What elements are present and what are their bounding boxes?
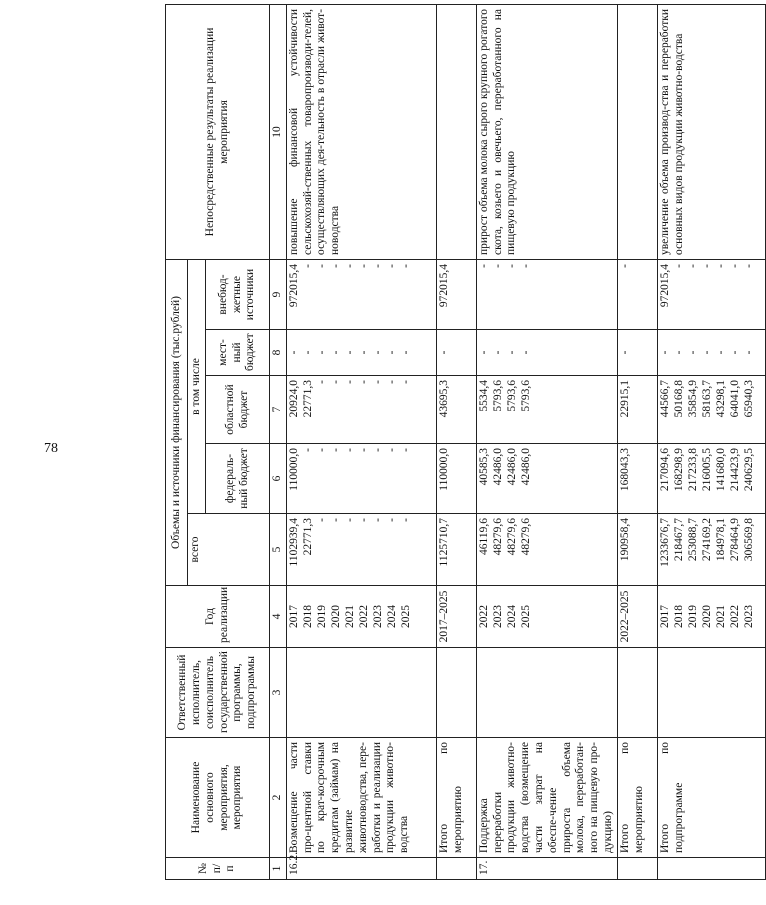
col-number: 2 [270,738,287,858]
header-responsible: Ответственный исполнитель, соисполнитель государственной программы, подпрограммы [166,648,270,738]
year-cell-value: 2020 [700,605,713,628]
local-cell-value: - [287,350,300,355]
regional-cell-value: 44566,7 [658,380,671,418]
header-local: мест-ный бюджет [206,330,270,376]
header-results: Непосредственные результаты реализации мероприятия [166,4,270,259]
total-cell-value: 190958,4 [618,518,631,562]
result-cell: увеличение объема производ-ства и переработки основных видов продукции животно-водства [657,4,765,259]
federal-cell [617,444,657,514]
extra-cell-value: - [371,263,384,268]
responsible-executor [657,648,765,738]
total-cell-value: 1233676,7 [658,518,671,567]
local-cell-value: - [477,350,490,355]
local-cell-value: - [728,350,741,355]
regional-cell-value: - [315,380,328,384]
year-cell-value: 2017–2025 [437,590,450,643]
extra-cell-value: - [477,263,490,268]
total-cell-value: - [343,518,356,522]
total-cell-value: - [315,518,328,522]
col-number: 1 [270,858,287,880]
regional-cell-value: - [357,380,370,384]
row-number: 17. [476,858,617,880]
extra-cell-value: - [742,263,755,268]
year-cell-value: 2019 [315,605,328,628]
regional-cell-value: 50168,8 [672,380,685,418]
header-in-total: в том числе [188,259,206,513]
federal-cell-value: 40585,3 [477,448,490,486]
total-cell-value: 48279,6 [519,518,532,556]
row-number [657,858,765,880]
table-row [657,4,765,879]
local-cell [617,330,657,376]
federal-cell-value: 168043,3 [618,448,631,492]
regional-cell [436,376,476,444]
local-cell-value: - [399,350,412,355]
page-number: 78 [44,441,58,456]
local-cell [286,330,436,376]
local-cell-value: - [437,350,450,355]
col-number: 4 [270,586,287,648]
col-number: 6 [270,444,287,514]
year-cell [436,586,476,648]
regional-cell-value: 20924,0 [287,380,300,418]
year-cell-value: 2024 [505,605,518,628]
regional-cell-value: - [329,380,342,384]
col-number: 3 [270,648,287,738]
table-row [476,4,617,879]
year-cell-value: 2018 [672,605,685,628]
extra-cell-value: - [618,263,631,268]
regional-cell [657,376,765,444]
header-extra: внебюд-жетные источники [206,259,270,329]
regional-cell-value: - [385,380,398,384]
col-number: 8 [270,330,287,376]
federal-cell-value: 110000,0 [437,448,450,491]
result-cell: повышение финансовой устойчивости сельскохозяй-ственных товаропроизводи-телей, осуществляющих дея-тельность в отрасли живот-новодства [286,4,436,259]
federal-cell [286,444,436,514]
total-cell-value: 278464,9 [728,518,741,562]
year-cell-value: 2023 [491,605,504,628]
local-cell-value: - [301,350,314,355]
total-cell-value: - [385,518,398,522]
total-cell-value: - [399,518,412,522]
table-row [286,4,436,879]
total-cell-value: 1102939,4 [287,518,300,567]
year-cell-value: 2025 [399,605,412,628]
responsible-executor [617,648,657,738]
federal-cell-value: 216005,5 [700,448,713,492]
year-cell-value: 2022 [357,605,370,628]
total-cell [286,514,436,586]
local-cell [657,330,765,376]
total-cell-value: 306569,8 [742,518,755,562]
local-cell-value: - [519,350,532,355]
activity-name: Итого по мероприятию [436,738,476,858]
extra-cell-value: - [301,263,314,268]
header-number: № п/п [166,858,270,880]
regional-cell-value: 58163,7 [700,380,713,418]
row-number: 16.2. [286,858,436,880]
total-cell-value: - [357,518,370,522]
table-row [436,4,476,879]
header-year: Год реализации [166,586,270,648]
result-cell: прирост объема молока сырого крупного рогатого скота, козьего и овечьего, переработанного на пищевую продукцию [476,4,617,259]
year-cell [657,586,765,648]
extra-cell-value: - [343,263,356,268]
extra-cell-value: - [399,263,412,268]
rotated-table-container [165,0,755,880]
local-cell-value: - [658,350,671,355]
extra-cell-value: 972015,4 [287,263,300,308]
responsible-executor [476,648,617,738]
total-cell-value: 1125710,7 [437,518,450,567]
row-number [436,858,476,880]
federal-cell-value: 42486,0 [491,448,504,486]
local-cell-value: - [329,350,342,355]
responsible-executor [436,648,476,738]
federal-cell [476,444,617,514]
federal-cell [657,444,765,514]
year-cell-value: 2020 [329,605,342,628]
regional-cell-value: - [399,380,412,384]
local-cell [476,330,617,376]
year-cell [286,586,436,648]
federal-cell-value: - [315,448,328,452]
local-cell-value: - [618,350,631,355]
year-cell [617,586,657,648]
result-cell [617,4,657,259]
year-cell-value: 2018 [301,605,314,628]
year-cell-value: 2019 [686,605,699,628]
year-cell-value: 2023 [742,605,755,628]
extra-cell-value: - [385,263,398,268]
local-cell-value: - [315,350,328,355]
extra-cell [286,259,436,329]
table-row [617,4,657,879]
local-cell-value: - [742,350,755,355]
extra-cell-value: - [505,263,518,268]
federal-cell-value: 42486,0 [505,448,518,486]
federal-cell-value: - [329,448,342,452]
result-cell [436,4,476,259]
table-body [286,4,765,879]
extra-cell-value: - [491,263,504,268]
activity-name: Итого по мероприятию [617,738,657,858]
extra-cell-value: 972015,4 [658,263,671,308]
year-cell-value: 2017 [658,605,671,628]
regional-cell-value: 22915,1 [618,380,631,418]
header-total: всего [188,514,270,586]
col-number: 7 [270,376,287,444]
local-cell-value: - [371,350,384,355]
federal-cell-value: 110000,0 [287,448,300,491]
total-cell-value: - [329,518,342,522]
local-cell-value: - [385,350,398,355]
local-cell-value: - [672,350,685,355]
activity-name: Возмещение части про-центной ставки по крат-косрочным кредитам (займам) на развитие животноводства, пере-работки и реализации продукции животно-водства [286,738,436,858]
regional-cell-value: 43695,3 [437,380,450,418]
extra-cell [436,259,476,329]
total-cell [617,514,657,586]
header-name: Наименование основного мероприятия, мероприятия [166,738,270,858]
extra-cell-value: - [728,263,741,268]
federal-cell [436,444,476,514]
year-cell-value: 2023 [371,605,384,628]
header-financing-group: Объемы и источники финансирования (тыс.рублей) [166,259,188,585]
federal-cell-value: 42486,0 [519,448,532,486]
regional-cell-value: 35854,9 [686,380,699,418]
extra-cell [476,259,617,329]
regional-cell-value: - [343,380,356,384]
year-cell-value: 2024 [385,605,398,628]
extra-cell-value: - [315,263,328,268]
regional-cell-value: 5793,6 [519,380,532,412]
regional-cell-value: 5534,4 [477,380,490,412]
regional-cell-value: - [371,380,384,384]
activity-name: Итого по подпрограмме [657,738,765,858]
federal-cell-value: - [385,448,398,452]
regional-cell-value: 22771,3 [301,380,314,418]
total-cell-value: 48279,6 [505,518,518,556]
responsible-executor [286,648,436,738]
local-cell-value: - [505,350,518,355]
financing-table [165,4,766,880]
activity-name: Поддержка переработки продукции животно-водства (возмещение части затрат на обеспе-чение прироста объема молока, переработан-ного на пищевую про-дукцию) [476,738,617,858]
local-cell-value: - [700,350,713,355]
year-cell-value: 2025 [519,605,532,628]
year-cell-value: 2017 [287,605,300,628]
total-cell-value: - [371,518,384,522]
federal-cell-value: 168298,9 [672,448,685,492]
regional-cell-value: 5793,6 [491,380,504,412]
year-cell-value: 2022 [477,605,490,628]
total-cell-value: 218467,7 [672,518,685,562]
regional-cell [617,376,657,444]
extra-cell-value: - [714,263,727,268]
federal-cell-value: - [343,448,356,452]
federal-cell-value: - [357,448,370,452]
header-regional: областной бюджет [206,376,270,444]
extra-cell-value: - [329,263,342,268]
regional-cell-value: 64041,0 [728,380,741,418]
local-cell-value: - [714,350,727,355]
extra-cell-value: - [700,263,713,268]
year-cell-value: 2022–2025 [618,590,631,643]
header-federal: федераль-ный бюджет [206,444,270,514]
year-cell-value: 2022 [728,605,741,628]
year-cell [476,586,617,648]
year-cell-value: 2021 [714,605,727,628]
total-cell-value: 253088,7 [686,518,699,562]
total-cell [476,514,617,586]
year-cell-value: 2021 [343,605,356,628]
total-cell-value: 184978,1 [714,518,727,562]
local-cell-value: - [357,350,370,355]
extra-cell [617,259,657,329]
federal-cell-value: 217233,8 [686,448,699,492]
extra-cell-value: - [357,263,370,268]
col-number: 5 [270,514,287,586]
total-cell-value: 46119,6 [477,518,490,555]
federal-cell-value: 141680,0 [714,448,727,492]
regional-cell [286,376,436,444]
extra-cell-value: - [519,263,532,268]
local-cell [436,330,476,376]
col-number: 9 [270,259,287,329]
local-cell-value: - [686,350,699,355]
regional-cell-value: 5793,6 [505,380,518,412]
regional-cell-value: 65940,3 [742,380,755,418]
total-cell-value: 22771,3 [301,518,314,556]
federal-cell-value: - [399,448,412,452]
col-number: 10 [270,4,287,259]
local-cell-value: - [491,350,504,355]
federal-cell-value: 240629,5 [742,448,755,492]
extra-cell-value: - [686,263,699,268]
federal-cell-value: 214423,9 [728,448,741,492]
local-cell-value: - [343,350,356,355]
federal-cell-value: - [301,448,314,452]
total-cell-value: 48279,6 [491,518,504,556]
column-numbers-row [270,4,287,879]
total-cell-value: 274169,2 [700,518,713,562]
federal-cell-value: - [371,448,384,452]
total-cell [436,514,476,586]
regional-cell [476,376,617,444]
extra-cell-value: - [672,263,685,268]
federal-cell-value: 217094,6 [658,448,671,492]
extra-cell [657,259,765,329]
total-cell [657,514,765,586]
regional-cell-value: 43298,1 [714,380,727,418]
extra-cell-value: 972015,4 [437,263,450,308]
row-number [617,858,657,880]
